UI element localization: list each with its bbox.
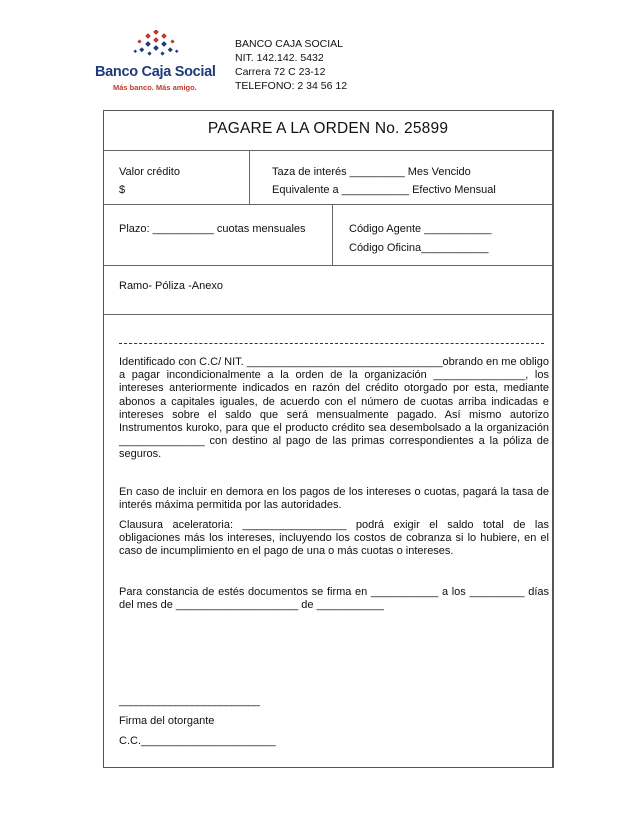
signature-line[interactable]: _________________________	[119, 695, 260, 707]
divider	[104, 314, 552, 315]
form-title: PAGARE A LA ORDEN No. 25899	[207, 120, 449, 137]
tasa-interes-field[interactable]: Taza de interés _________ Mes Vencido	[272, 166, 471, 178]
divider	[104, 204, 552, 205]
valor-credito-label: Valor crédito	[119, 166, 180, 178]
plazo-field[interactable]: Plazo: __________ cuotas mensuales	[119, 223, 306, 235]
signing-place-date-paragraph: Para constancia de estés documentos se firma en ___________ a los _________ días del mes de ____________________ de ___________	[119, 586, 549, 612]
codigo-agente-field[interactable]: Código Agente ___________	[349, 223, 492, 235]
bank-phone-line: TELEFONO: 2 34 56 12	[235, 80, 348, 92]
promissory-note-form	[103, 110, 554, 768]
bank-nit-line: NIT. 142.142. 5432	[235, 52, 324, 64]
logo-bank-name: Banco Caja Social	[95, 64, 216, 80]
cc-field[interactable]: C.C.______________________	[119, 735, 276, 747]
signature-label: Firma del otorgante	[119, 715, 215, 727]
divider	[249, 150, 250, 204]
valor-credito-field[interactable]: $	[119, 184, 126, 196]
name-blank-line[interactable]	[119, 343, 544, 344]
bank-logo	[95, 30, 225, 100]
codigo-oficina-field[interactable]: Código Oficina___________	[349, 242, 489, 254]
bank-name-line: BANCO CAJA SOCIAL	[235, 38, 343, 50]
late-payment-paragraph: En caso de incluir en demora en los pagos de los intereses o cuotas, pagará la tasa de interés máxima permitida por las autoridades.	[119, 486, 549, 512]
bank-address-line: Carrera 72 C 23-12	[235, 66, 326, 78]
equivalente-field[interactable]: Equivalente a ___________ Efectivo Mensual	[272, 184, 496, 196]
ramo-poliza-field[interactable]: Ramo- Póliza -Anexo	[119, 280, 223, 292]
acceleration-clause-paragraph: Clausura aceleratoria: _________________ podrá exigir el saldo total de las obligaciones más los intereses, incluyendo los costos de cobranza si lo hubiere, en el caso de incumplimiento en el pago de una o más cuotas o intereses.	[119, 519, 549, 558]
divider	[332, 204, 333, 265]
divider	[104, 265, 552, 266]
logo-mark-icon	[132, 30, 180, 66]
bank-info	[235, 37, 347, 93]
logo-slogan: Más banco. Más amigo.	[113, 83, 197, 92]
obligation-paragraph: Identificado con C.C/ NIT. ________________________________obrando en me obligo a pagar incondicionalmente a la orden de la organización _______________, los intereses anteriormente indicados en razón del crédito otorgado por esta, mediante abonos a capitales iguales, de acuerdo con el número de cuotas arriba indicadas e intereses sobre el saldo que será mensualmente pagado. Así mismo autorizo Instrumentos kuroko, para que el producto crédito sea desembolsado a la organización ______________ con destino al pago de las primas correspondientes a la póliza de seguros.	[119, 356, 549, 461]
divider	[104, 150, 552, 151]
